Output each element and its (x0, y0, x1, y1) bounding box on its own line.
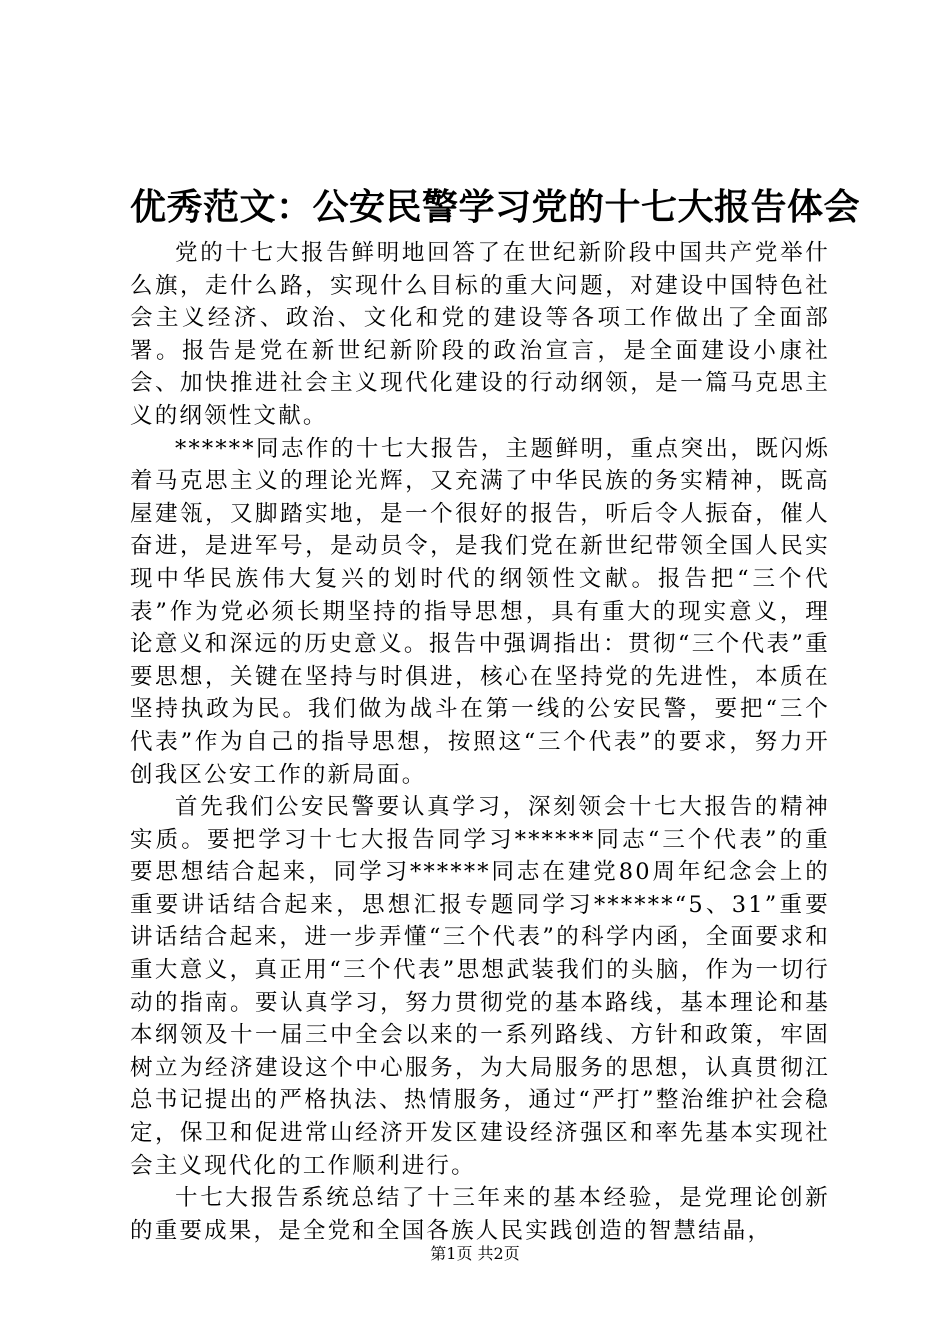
paragraph: 首先我们公安民警要认真学习，深刻领会十七大报告的精神实质。要把学习十七大报告同学习******同志“三个代表”的重要思想结合起来，同学习******同志在建党80周年纪念会上的重要讲话结合起来，思想汇报专题同学习******“5、31”重要讲话结合起来，进一步弄懂“三个代表”的科学内函，全面要求和重大意义，真正用“三个代表”思想武装我们的头脑，作为一切行动的指南。要认真学习，努力贯彻党的基本路线，基本理论和基本纲领及十一届三中全会以来的一系列路线、方针和政策，牢固树立为经济建设这个中心服务，为大局服务的思想，认真贯彻江总书记提出的严格执法、热情服务，通过“严打”整治维护社会稳定，保卫和促进常山经济开发区建设经济强区和率先基本实现社会主义现代化的工作顺利进行。 (130, 794, 830, 1179)
document-body (130, 237, 830, 1247)
page-footer (0, 1244, 950, 1264)
paragraph: 十七大报告系统总结了十三年来的基本经验，是党理论创新的重要成果，是全党和全国各族人民实践创造的智慧结晶， (130, 1185, 830, 1244)
page-number: 第1页 共2页 (430, 1244, 520, 1263)
document-title: 优秀范文：公安民警学习党的十七大报告体会 (130, 187, 861, 228)
paragraph: ******同志作的十七大报告，主题鲜明，重点突出，既闪烁着马克思主义的理论光辉，又充满了中华民族的务实精神，既高屋建瓴，又脚踏实地，是一个很好的报告，听后令人振奋，催人奋进，是进军号，是动员令，是我们党在新世纪带领全国人民实现中华民族伟大复兴的划时代的纲领性文献。报告把“三个代表”作为党必须长期坚持的指导思想，具有重大的现实意义，理论意义和深远的历史意义。报告中强调指出：贯彻“三个代表”重要思想，关键在坚持与时俱进，核心在坚持党的先进性，本质在坚持执政为民。我们做为战斗在第一线的公安民警，要把“三个代表”作为自己的指导思想，按照这“三个代表”的要求，努力开创我区公安工作的新局面。 (130, 435, 830, 788)
paragraph: 党的十七大报告鲜明地回答了在世纪新阶段中国共产党举什么旗，走什么路，实现什么目标的重大问题，对建设中国特色社会主义经济、政治、文化和党的建设等各项工作做出了全面部署。报告是党在新世纪新阶段的政治宣言，是全面建设小康社会、加快推进社会主义现代化建设的行动纲领，是一篇马克思主义的纲领性文献。 (130, 240, 830, 429)
